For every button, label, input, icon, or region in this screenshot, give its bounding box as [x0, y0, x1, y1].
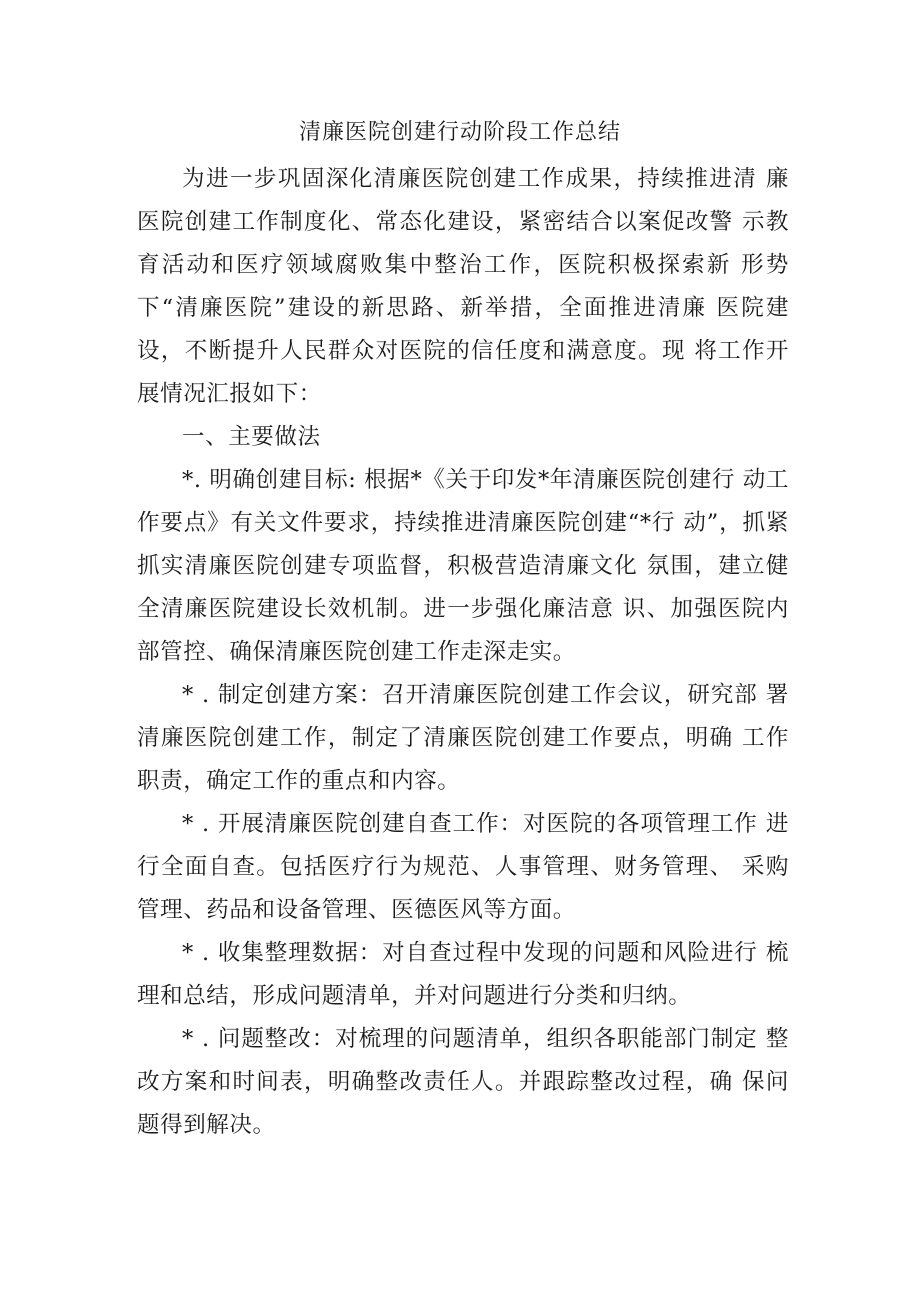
document-title: 清廉医院创建行动阶段工作总结: [298, 120, 621, 145]
document-body: [137, 158, 789, 1147]
item-paragraph-5: * . 问题整改：对梳理的问题清单，组织各职能部门制定 整改方案和时间表，明确整改责任人。并跟踪整改过程，确 保问题得到解决。: [137, 1026, 789, 1138]
item-paragraph-1: *. 明确创建目标: 根据*《关于印发*年清廉医院创建行 动工作要点》有关文件要求，持续推进清廉医院创建“*行 动”，抓紧抓实清廉医院创建专项监督，积极营造清廉文化 氛围，建立健全清廉医院建设长效机制。进一步强化廉洁意 识、加强医院内部管控、确保清廉医院创建工作走深走实。: [137, 467, 789, 665]
intro-paragraph: 为进一步巩固深化清廉医院创建工作成果，持续推进清 廉医院创建工作制度化、常态化建设，紧密结合以案促改警 示教育活动和医疗领域腐败集中整治工作，医院积极探索新 形势下“清廉医院”建设的新思路、新举措，全面推进清廉 医院建设，不断提升人民群众对医院的信任度和满意度。现 将工作开展情况汇报如下：: [137, 166, 789, 407]
item-paragraph-2: * . 制定创建方案：召开清廉医院创建工作会议，研究部 署清廉医院创建工作，制定了清廉医院创建工作要点，明确 工作职责，确定工作的重点和内容。: [137, 682, 789, 794]
section-heading: 一、主要做法: [182, 424, 321, 450]
item-paragraph-4: * . 收集整理数据：对自查过程中发现的问题和风险进行 梳理和总结，形成问题清单，并对问题进行分类和归纳。: [137, 940, 789, 1009]
item-paragraph-3: * . 开展清廉医院创建自查工作：对医院的各项管理工作 进行全面自查。包括医疗行为规范、人事管理、财务管理、 采购管理、药品和设备管理、医德医风等方面。: [137, 811, 789, 923]
